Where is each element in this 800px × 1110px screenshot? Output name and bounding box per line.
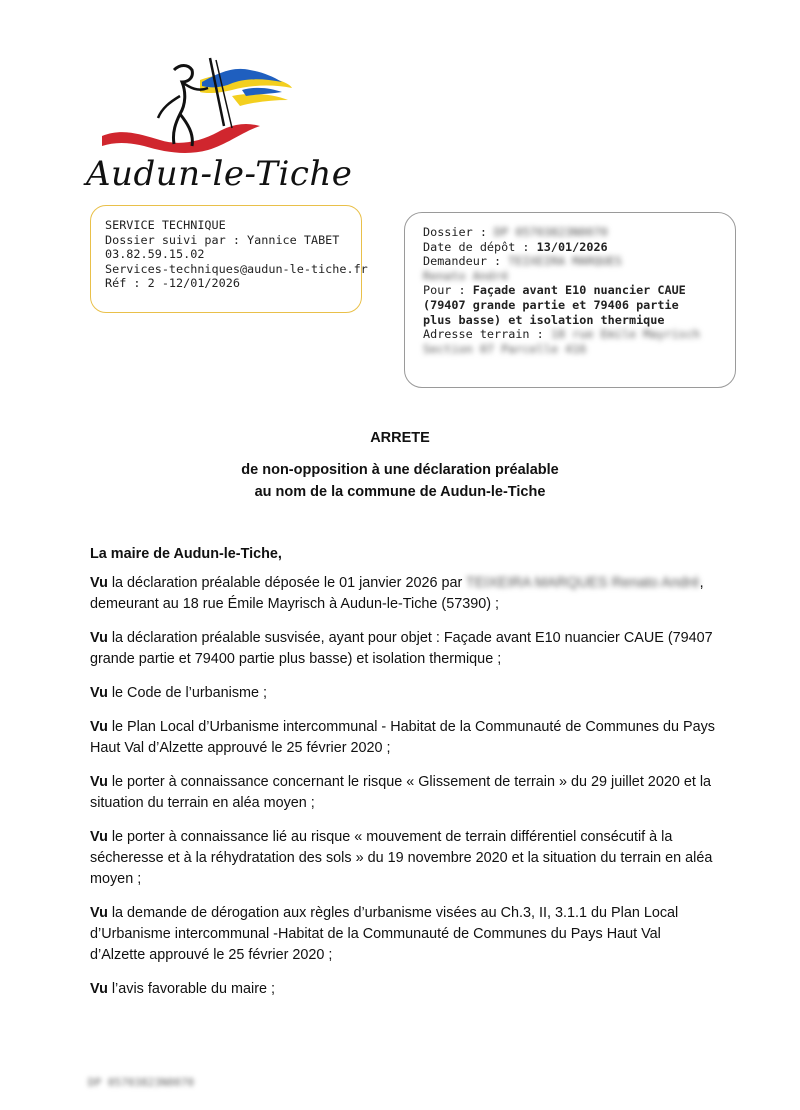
vu-label: Vu [90, 905, 108, 921]
paragraph-text: la déclaration préalable susvisée, ayant pour objet : Façade avant E10 nuancier CAUE (79407 grande partie et 79400 partie plus basse) et isolation thermique ; [90, 630, 713, 667]
demandeur-label: Demandeur : [423, 254, 509, 269]
vu-label: Vu [90, 981, 108, 997]
vu-paragraph-2 [90, 628, 718, 670]
service-name: SERVICE TECHNIQUE [105, 218, 226, 232]
dossier-label: Dossier : [423, 225, 495, 239]
dossier-row [423, 225, 717, 240]
footer-reference: DP 05703823N0070 [88, 1076, 194, 1089]
vu-label: Vu [90, 829, 108, 845]
vu-label: Vu [90, 630, 108, 646]
service-email: Services-techniques@audun-le-tiche.fr [105, 261, 368, 276]
service-info-box [90, 205, 368, 313]
demandeur-row [423, 254, 717, 269]
vu-label: Vu [90, 575, 108, 591]
pour-label: Pour : [423, 283, 473, 298]
document-body [90, 544, 718, 1013]
depot-label: Date de dépôt : [423, 239, 537, 254]
paragraph-text: la déclaration préalable déposée le 01 janvier 2026 par [107, 575, 467, 591]
paragraph-text: le porter à connaissance lié au risque « mouvement de terrain différentiel consécutif à la sécheresse et à la réhydratation des sols » du 19 novembre 2020 et la situation du terrain en aléa moyen ; [90, 829, 713, 887]
pour-line-2: (79407 grande partie et 79406 partie [423, 297, 679, 312]
logo-emblem [82, 52, 332, 162]
vu-label: Vu [90, 719, 108, 735]
vu-paragraph-6 [90, 827, 718, 890]
service-contact-person: Dossier suivi par : Yannice TABET [105, 232, 340, 247]
vu-paragraph-1 [90, 573, 718, 615]
applicant-name-redacted: TEIXEIRA MARQUES Renato André [466, 575, 700, 591]
vu-paragraph-4 [90, 717, 718, 759]
dossier-info-box [404, 212, 736, 388]
adresse-row [423, 327, 717, 342]
dossier-number: DP 05703823N0070 [494, 225, 608, 239]
pour-line-1: Façade avant E10 nuancier CAUE [472, 283, 686, 298]
vu-paragraph-7 [90, 903, 718, 966]
mayor-line: La maire de Audun-le-Tiche, [90, 546, 282, 562]
vu-label: Vu [90, 685, 108, 701]
depot-date: 13/01/2026 [536, 239, 608, 254]
adresse-street: 18 rue Emile Mayrisch [550, 327, 700, 342]
service-reference: Réf : 2 -12/01/2026 [105, 276, 240, 291]
adresse-label: Adresse terrain : [423, 327, 551, 342]
service-phone: 03.82.59.15.02 [105, 247, 205, 262]
demandeur-name: TEIXEIRA MARQUES [508, 254, 622, 269]
logo-text: Audun-le-Tiche [86, 154, 353, 194]
commune-logo [82, 52, 353, 202]
paragraph-text: le porter à connaissance concernant le risque « Glissement de terrain » du 29 juillet 2020 et la situation du terrain en aléa moyen ; [90, 774, 712, 811]
adresse-parcel: Section 07 Parcelle 416 [423, 341, 587, 356]
pour-line-3: plus basse) et isolation thermique [423, 312, 665, 327]
pour-row [423, 283, 717, 298]
paragraph-text: le Plan Local d’Urbanisme intercommunal - Habitat de la Communauté de Communes du Pays Haut Val d’Alzette approuvé le 25 février 2020 ; [90, 719, 715, 756]
document-subtitle-2: au nom de la commune de Audun-le-Tiche [254, 484, 546, 500]
depot-row [423, 240, 717, 255]
vu-label: Vu [90, 774, 108, 790]
vu-paragraph-5 [90, 772, 718, 814]
paragraph-text: la demande de dérogation aux règles d’urbanisme visées au Ch.3, II, 3.1.1 du Plan Local d’Urbanisme intercommunal -Habitat de la Communauté de Communes du Pays Haut Val d’Alzette approuvé le 25 février 2020 ; [90, 905, 679, 963]
document-subtitle-1: de non-opposition à une déclaration préalable [241, 462, 559, 478]
paragraph-text: l’avis favorable du maire ; [107, 981, 276, 997]
vu-paragraph-3 [90, 683, 718, 704]
paragraph-text: , demeurant au 18 rue Émile Mayrisch à Audun-le-Tiche (57390) ; [90, 575, 704, 612]
demandeur-firstname: Renato André [423, 268, 509, 283]
vu-paragraph-8 [90, 979, 718, 1000]
paragraph-text: le Code de l’urbanisme ; [107, 685, 268, 701]
document-title: ARRETE [370, 430, 430, 446]
